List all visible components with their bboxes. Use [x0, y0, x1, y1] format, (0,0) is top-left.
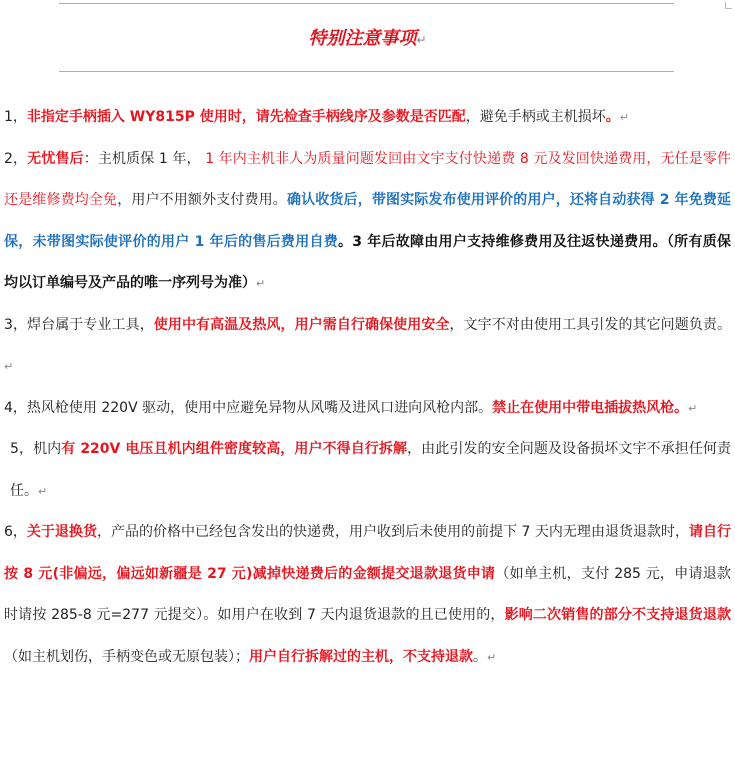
notice-2-segment: 1 年内主机非人为质量问题发回由文宇支付快递费 8 元及发回快递费用，无任是零件还是维修费均全免 — [4, 150, 731, 208]
notice-1-segment: 。 — [605, 109, 620, 125]
notice-6-segment: 影响二次销售的部分不支持退货退款 — [504, 607, 732, 623]
paragraph-return-mark: ↵ — [4, 360, 14, 373]
notice-2-segment: 2， — [4, 150, 28, 167]
notice-1-segment: ，避免手柄或主机损坏 — [465, 109, 606, 125]
notice-5-segment: 5，机内 — [10, 441, 62, 457]
notice-paragraph-1 — [4, 97, 731, 139]
notice-paragraph-2 — [4, 139, 731, 305]
notice-4-segment: 禁止在使用中带电插拔热风枪。 — [492, 399, 689, 416]
paragraph-return-mark: ↵ — [256, 277, 266, 290]
notice-2-segment: ，用户不用额外支付费用。 — [117, 192, 287, 208]
header-top-rule — [59, 3, 674, 4]
notice-2-segment: 确认收货后，带图实际发布使用评价的用户，还将自动获得 2 年免费延保，未带图实际使评价的用户 1 年后的售后费用自费 — [4, 192, 731, 250]
notice-5-segment: 有 220V 电压且机内组件密度较高，用户不得自行拆解 — [61, 441, 408, 457]
notice-3-segment: 3，焊台属于专业工具， — [4, 316, 154, 333]
notice-1-segment: 1， — [4, 109, 27, 125]
document-body — [4, 97, 731, 678]
paragraph-return-mark: ↵ — [619, 111, 629, 124]
notice-2-segment: ：主机质保 1 年， — [83, 150, 201, 167]
paragraph-return-mark: ↵ — [487, 650, 497, 664]
notice-3-segment: ，文宇不对由使用工具引发的其它问题负责。 — [449, 316, 732, 333]
page-corner-mark — [725, 2, 732, 9]
notice-2-segment: 。3 年后故障由用户支持维修费用及往返快递费用。（所有质保均以订单编号及产品的唯一序列号为准） — [4, 233, 731, 291]
notice-6-segment: 6， — [4, 524, 27, 540]
notice-6-segment: ，产品的价格中已经包含发出的快递费，用户收到后未使用的前提下 7 天内无理由退货退款时， — [96, 524, 689, 540]
notice-4-segment: 4，热风枪使用 220V 驱动，使用中应避免异物从风嘴及进风口进向风枪内部。 — [4, 399, 493, 416]
notice-paragraph-3 — [4, 305, 731, 388]
paragraph-return-mark: ↵ — [688, 401, 698, 415]
notice-paragraph-6 — [4, 512, 731, 678]
notice-1-segment: 非指定手柄插入 WY815P 使用时，请先检查手柄线序及参数是否匹配 — [26, 109, 466, 125]
notice-paragraph-5 — [4, 429, 731, 512]
notice-paragraph-4 — [4, 388, 731, 430]
notice-3-segment: 使用中有高温及热风，用户需自行确保使用安全 — [153, 316, 450, 333]
paragraph-return-mark: ↵ — [38, 484, 48, 498]
notice-5-segment: ，由此引发的安全问题及设备损坏文宇不承担任何责任。 — [10, 441, 731, 499]
notice-6-segment: 关于退换货 — [26, 524, 97, 540]
notice-2-segment: 无忧售后 — [27, 150, 84, 167]
notice-6-segment: 请自行按 8 元(非偏远，偏远如新疆是 27 元)减掉快递费后的金额提交退款退货申请 — [4, 524, 731, 582]
notice-6-segment: 用户自行拆解过的主机，不支持退款 — [249, 648, 473, 665]
notice-6-segment: （如单主机，支付 285 元，申请退款时请按 285-8 元=277 元提交）。如用户在收到 7 天内退货退款的且已使用的， — [4, 565, 732, 623]
document-title: 特别注意事项↵ — [308, 28, 427, 49]
notice-6-segment: 。 — [473, 648, 487, 665]
header-bottom-rule — [59, 71, 674, 72]
notice-6-segment: （如主机划伤，手柄变色或无原包装）； — [4, 648, 249, 665]
